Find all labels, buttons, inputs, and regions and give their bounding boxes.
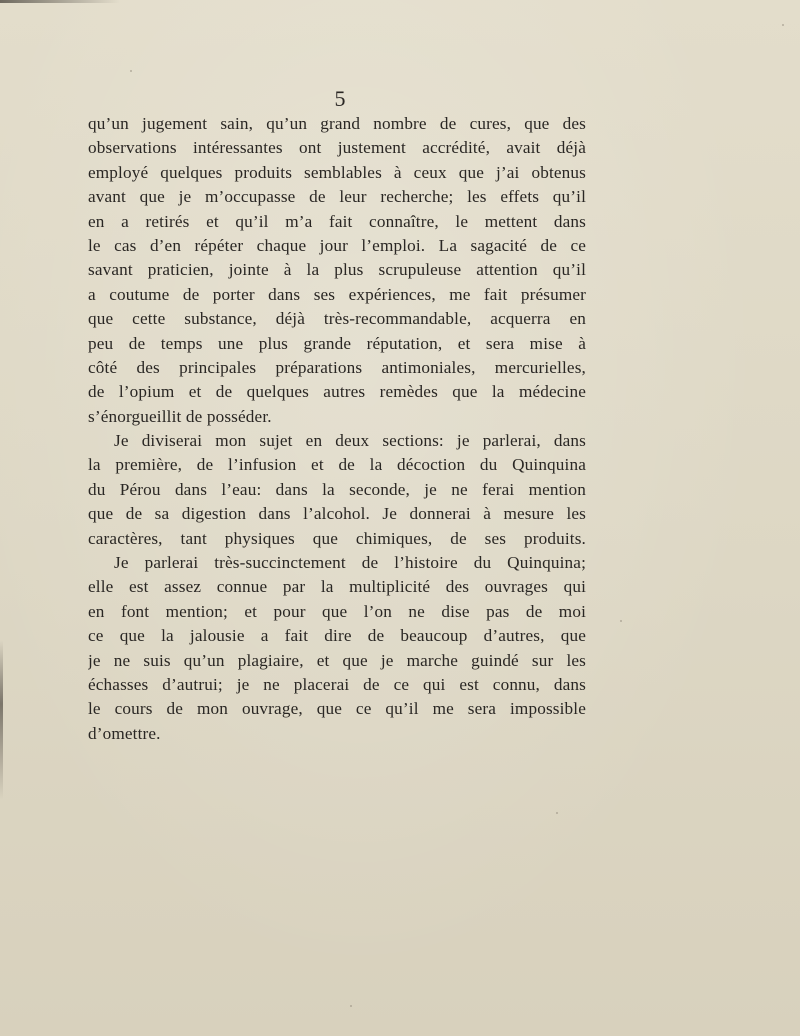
text-line: observations intéressantes ont justement accrédité, avait déjà [88,138,586,158]
text-line: en a retirés et qu’il m’a fait connaître, le mettent dans [88,211,586,231]
text-line: le cas d’en répéter chaque jour l’emploi. La sagacité de ce [88,235,586,255]
paper-speck [130,70,132,72]
paragraph-first-line: Je parlerai très-succinctement de l’histoire du Quinquina; [114,553,586,573]
paper-speck [556,812,558,814]
text-line: ce que la jalousie a fait dire de beaucoup d’autres, que [88,626,586,646]
paragraph-first-line: Je diviserai mon sujet en deux sections: je parlerai, dans [114,431,586,451]
text-line: peu de temps une plus grande réputation, et sera mise à [88,333,586,353]
text-line: que cette substance, déjà très-recommandable, acquerra en [88,309,586,329]
text-line: s’énorgueillit de posséder. [88,406,272,426]
paper-speck [620,620,622,622]
paper-speck [350,1005,352,1007]
text-line: de l’opium et de quelques autres remèdes que la médecine [88,382,586,402]
text-line: a coutume de porter dans ses expériences, me fait présumer [88,284,586,304]
text-line: caractères, tant physiques que chimiques, de ses produits. [88,528,586,548]
text-line: savant praticien, jointe à la plus scrupuleuse attention qu’il [88,260,586,280]
text-line: que de sa digestion dans l’alcohol. Je donnerai à mesure les [88,504,586,524]
page-left-edge-shadow [0,640,3,800]
page-top-edge-shadow [0,0,120,3]
text-line: la première, de l’infusion et de la décoction du Quinquina [88,455,586,475]
text-line: du Pérou dans l’eau: dans la seconde, je ne ferai mention [88,479,586,499]
paper-speck [782,24,784,26]
body-text [88,112,586,746]
text-line: côté des principales préparations antimoniales, mercurielles, [88,357,586,377]
text-line: en font mention; et pour que l’on ne dise pas de moi [88,601,586,621]
text-line: le cours de mon ouvrage, que ce qu’il me sera impossible [88,699,586,719]
text-line: échasses d’autrui; je ne placerai de ce qui est connu, dans [88,674,586,694]
text-line: d’omettre. [88,723,161,743]
text-line: qu’un jugement sain, qu’un grand nombre de cures, que des [88,114,586,133]
text-line: elle est assez connue par la multiplicité des ouvrages qui [88,577,586,597]
page-number: 5 [334,86,346,111]
text-line: je ne suis qu’un plagiaire, et que je marche guindé sur les [88,650,586,670]
text-line: employé quelques produits semblables à ceux que j’ai obtenus [88,162,586,182]
text-line: avant que je m’occupasse de leur recherche; les effets qu’il [88,187,586,207]
